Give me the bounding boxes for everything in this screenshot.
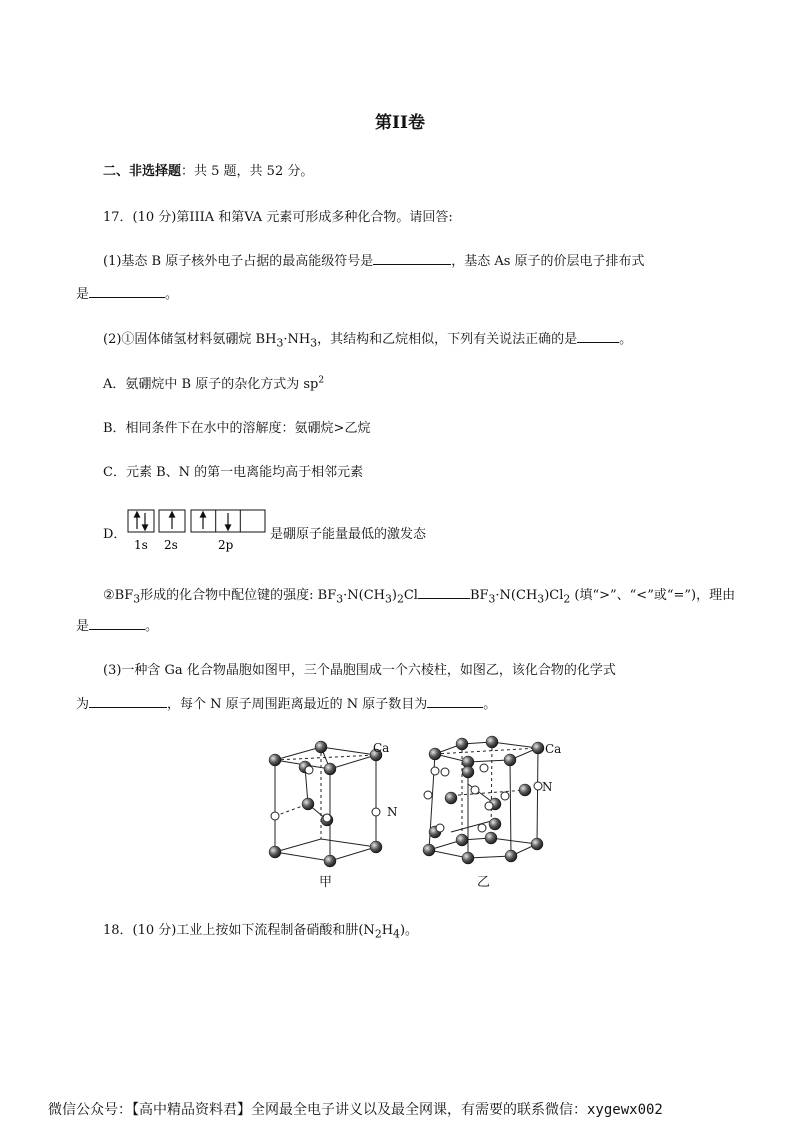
- orbital-label-1s: 1s: [134, 538, 148, 552]
- option-c: C．元素 B、N 的第一电离能均高于相邻元素: [103, 465, 364, 480]
- label-ca: Ca: [373, 741, 390, 755]
- arrow-down-icon: [226, 513, 231, 530]
- figure-jia: [269, 741, 398, 890]
- subscript: 4: [393, 927, 400, 941]
- answer-blank: [427, 695, 483, 708]
- q17-part3-line2: [76, 693, 496, 712]
- section-desc: ：共 5 题，共 52 分。: [181, 164, 314, 179]
- answer-blank: [89, 617, 145, 630]
- subscript: 3: [336, 592, 344, 606]
- text: ②BF: [103, 588, 134, 603]
- footer-text: 微信公众号：【高中精品资料君】全网最全电子讲义以及最全网课，有需要的联系微信：: [48, 1102, 587, 1118]
- text: 为: [76, 697, 90, 712]
- subscript: 3: [276, 336, 284, 350]
- text: 是: [76, 287, 90, 302]
- option-b: B．相同条件下在水中的溶解度：氨硼烷>乙烷: [103, 421, 371, 436]
- subscript: 3: [488, 592, 496, 606]
- subscript: 3: [310, 336, 318, 350]
- orbital-label-2s: 2s: [164, 538, 178, 552]
- option-d-label: D．: [103, 527, 127, 542]
- q17-part2-stem: [103, 328, 632, 350]
- text: ，基态 As 原子的价层电子排布式: [451, 254, 645, 269]
- text: A．氨硼烷中 B 原子的杂化方式为 sp: [103, 377, 319, 392]
- answer-blank: [89, 695, 167, 708]
- orbital-box-1s: [128, 510, 154, 532]
- subscript: 2: [396, 592, 404, 606]
- text: 。: [145, 619, 159, 634]
- text: (1)基态 B 原子核外电子占据的最高能级符号是: [103, 254, 374, 269]
- section-label: 二、非选择题: [103, 164, 182, 179]
- arrow-up-icon: [201, 512, 206, 529]
- footer-note: [48, 1099, 663, 1119]
- text: Cl: [403, 588, 418, 603]
- text: 。: [483, 697, 497, 712]
- label-n: N: [542, 780, 553, 794]
- answer-blank: [418, 586, 470, 599]
- arrow-down-icon: [143, 513, 148, 530]
- label-n: N: [387, 805, 398, 819]
- q17-part2-2-line2: [76, 615, 158, 634]
- q17-part1-line2: [76, 283, 178, 302]
- text: ·N(CH: [343, 588, 385, 603]
- text: (2)①固体储氢材料氨硼烷 BH: [103, 332, 277, 347]
- text: ，其结构和乙烷相似，下列有关说法正确的是: [317, 332, 578, 347]
- footer-wechat-id: xygewx002: [587, 1102, 663, 1118]
- page-title: 第II卷: [375, 113, 425, 133]
- text: 是: [76, 619, 90, 634]
- arrow-up-icon: [135, 512, 140, 529]
- text: 形成的化合物中配位键的强度: BF: [140, 588, 337, 603]
- figure-yi: [423, 736, 561, 890]
- superscript: 2: [318, 375, 325, 386]
- orbital-label-2p: 2p: [218, 538, 234, 552]
- option-a: [103, 373, 324, 392]
- text: (填“>”、“<”或“=”)，理由: [570, 588, 736, 603]
- label-ca: Ca: [545, 742, 562, 756]
- answer-blank: [89, 285, 165, 298]
- subscript: 3: [133, 592, 141, 606]
- subscript: 3: [384, 592, 392, 606]
- text: BF: [469, 588, 489, 603]
- label-yi: 乙: [477, 875, 491, 890]
- subscript: 2: [374, 927, 382, 941]
- answer-blank: [373, 252, 451, 265]
- q17-part2-2: [103, 584, 735, 606]
- text: H: [381, 923, 394, 938]
- text: ·N(CH: [495, 588, 538, 603]
- text: 18．(10 分)工业上按如下流程制备硝酸和肼(N: [103, 923, 375, 938]
- text: )Cl: [544, 588, 564, 603]
- label-jia: 甲: [319, 875, 333, 890]
- text: ): [391, 588, 397, 603]
- q18-header: [103, 919, 418, 941]
- text: ·NH: [283, 332, 311, 347]
- subscript: 2: [563, 592, 571, 606]
- text: 。: [619, 332, 633, 347]
- section-header: [103, 160, 313, 179]
- orbital-diagram: [125, 506, 270, 554]
- answer-blank: [577, 330, 619, 343]
- text: )。: [399, 923, 419, 938]
- q17-part3-line1: (3)一种含 Ga 化合物晶胞如图甲，三个晶胞围成一个六棱柱，如图乙，该化合物的化学式: [103, 663, 616, 678]
- subscript: 3: [537, 592, 545, 606]
- option-d-text: 是硼原子能量最低的激发态: [270, 527, 427, 542]
- text: 。: [165, 287, 179, 302]
- arrow-up-icon: [170, 512, 175, 529]
- q17-part1-line1: [103, 250, 645, 269]
- text: ，每个 N 原子周围距离最近的 N 原子数目为: [167, 697, 428, 712]
- q17-header: 17．(10 分)第IIIA 和第VA 元素可形成多种化合物。请回答:: [103, 210, 453, 225]
- crystal-figure: [255, 728, 575, 894]
